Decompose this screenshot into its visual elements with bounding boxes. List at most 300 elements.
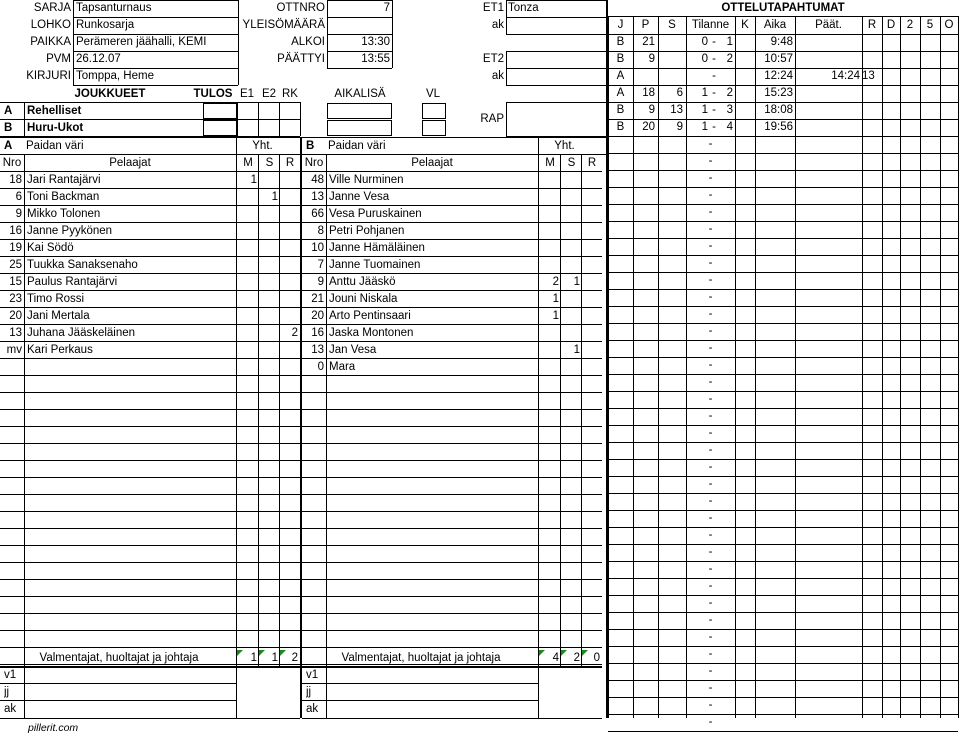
grid-line: [608, 306, 958, 307]
grid-line: [0, 664, 300, 665]
grid-line: [302, 188, 602, 189]
player-name[interactable]: Toni Backman: [27, 191, 100, 203]
roster-b-letter: B: [306, 140, 315, 152]
player-s: [259, 325, 278, 341]
player-nro: 15: [9, 276, 22, 288]
player-m: [237, 206, 257, 222]
event-r[interactable]: [862, 34, 880, 50]
player-r: [280, 223, 298, 239]
grid-line: [73, 0, 74, 85]
event-p[interactable]: [633, 68, 655, 84]
value-alkoi[interactable]: 13:30: [361, 36, 390, 48]
player-r: [280, 240, 298, 256]
grid-line: [608, 68, 958, 69]
event-dash: -: [708, 461, 713, 473]
event-dash: -: [708, 376, 713, 388]
player-m: [237, 291, 257, 307]
event-j[interactable]: A: [616, 87, 625, 99]
events-header-R: R: [867, 19, 877, 31]
grid-line: [506, 17, 607, 18]
grid-line: [236, 649, 237, 718]
grid-line: [302, 647, 602, 648]
grid-line: [73, 51, 238, 52]
col-r: R: [285, 157, 295, 169]
grid-line: [735, 16, 736, 718]
grid-line: [302, 239, 602, 240]
grid-line: [608, 221, 958, 222]
grid-line: [608, 255, 958, 256]
player-name[interactable]: Juhana Jääskeläinen: [27, 327, 136, 339]
event-score-b[interactable]: 1: [726, 36, 733, 48]
player-r: [582, 189, 600, 205]
grid-line: [302, 613, 602, 614]
player-name[interactable]: Petri Pohjanen: [329, 225, 405, 237]
events-header-J: J: [617, 19, 624, 31]
event-dash: -: [708, 631, 713, 643]
col-s: S: [567, 157, 576, 169]
grid-line: [560, 154, 561, 666]
grid-line: [0, 562, 300, 563]
col-m: M: [243, 157, 253, 169]
grid-line: [608, 459, 958, 460]
events-title: OTTELUTAPAHTUMAT: [721, 2, 845, 14]
grid-line: [608, 476, 958, 477]
header-e1: E1: [239, 88, 255, 100]
grid-line: [581, 154, 582, 666]
cell-comment-marker: [280, 650, 286, 656]
event-dash: -: [708, 665, 713, 677]
player-name[interactable]: Jan Vesa: [329, 344, 377, 356]
player-m: [539, 342, 559, 358]
event-s[interactable]: 6: [676, 87, 683, 99]
player-s: [561, 240, 580, 256]
grid-line: [302, 375, 602, 376]
player-r: [582, 291, 600, 307]
event-score-a[interactable]: 1: [701, 121, 708, 133]
label-paattyi: PÄÄTTYI: [277, 53, 325, 65]
grid-line: [608, 663, 958, 664]
team-a-letter: A: [4, 105, 13, 117]
grid-line: [327, 34, 392, 35]
grid-line: [608, 578, 958, 579]
event-p[interactable]: 20: [642, 121, 655, 133]
event-dash: -: [708, 512, 713, 524]
grid-line: [302, 409, 602, 410]
player-m: [237, 240, 257, 256]
event-dash: -: [708, 155, 713, 167]
player-name[interactable]: Jaska Montonen: [329, 327, 414, 339]
header-joukkueet: JOUKKUEET: [74, 88, 146, 100]
player-s: [561, 189, 580, 205]
grid-line: [302, 324, 602, 325]
grid-line: [0, 119, 300, 120]
grid-line: [302, 443, 602, 444]
grid-line: [0, 528, 300, 529]
event-r[interactable]: [862, 119, 880, 135]
player-r: [280, 172, 298, 188]
player-name[interactable]: Mara: [329, 361, 356, 373]
player-nro: 13: [9, 327, 22, 339]
grid-line: [90, 137, 236, 138]
player-r: [280, 189, 298, 205]
value-kirjuri[interactable]: Tomppa, Heme: [76, 70, 154, 82]
score-a-input[interactable]: [203, 103, 237, 119]
header-tulos: TULOS: [193, 88, 233, 100]
event-dash: -: [708, 716, 713, 728]
event-r[interactable]: 13: [862, 70, 875, 82]
value-ottnro[interactable]: 7: [383, 2, 390, 14]
event-score-a[interactable]: 1: [701, 87, 708, 99]
event-dash: -: [708, 308, 713, 320]
value-pvm[interactable]: 26.12.07: [76, 53, 121, 65]
player-s: [561, 359, 580, 375]
event-dash: -: [708, 223, 713, 235]
staff-row-label: v1: [306, 669, 319, 681]
event-s[interactable]: [658, 34, 683, 50]
event-score-a[interactable]: [686, 68, 708, 84]
events-header-P: P: [641, 19, 650, 31]
col-r: R: [587, 157, 597, 169]
event-j[interactable]: B: [616, 121, 625, 133]
grid-line: [608, 16, 609, 718]
grid-line: [506, 102, 507, 136]
label-yleiso: YLEISÖMÄÄRÄ: [242, 19, 325, 31]
player-m: [237, 257, 257, 273]
grid-line: [24, 154, 25, 718]
event-time[interactable]: 18:08: [764, 104, 793, 116]
player-s: [259, 308, 278, 324]
player-name[interactable]: Mikko Tolonen: [27, 208, 101, 220]
player-name[interactable]: Paulus Rantajärvi: [27, 276, 118, 288]
grid-line: [302, 205, 602, 206]
grid-line: [608, 187, 958, 188]
event-j[interactable]: B: [616, 53, 625, 65]
player-r: [582, 172, 600, 188]
grid-line: [236, 137, 237, 666]
player-m: [237, 308, 257, 324]
value-lohko[interactable]: Runkosarja: [76, 19, 135, 31]
total-m: 1: [250, 652, 257, 664]
player-m: [539, 189, 559, 205]
event-dash: -: [708, 410, 713, 422]
player-s: [259, 257, 278, 273]
event-p[interactable]: 18: [642, 87, 655, 99]
grid-line: [302, 596, 602, 597]
event-j[interactable]: B: [616, 104, 625, 116]
player-name[interactable]: Vesa Puruskainen: [329, 208, 422, 220]
grid-line: [300, 102, 301, 136]
event-s[interactable]: [658, 68, 683, 84]
event-p[interactable]: 21: [642, 36, 655, 48]
player-name[interactable]: Janne Tuomainen: [329, 259, 421, 271]
player-nro: 19: [9, 242, 22, 254]
col-nro: Nro: [2, 157, 22, 169]
total-r: 0: [593, 652, 600, 664]
player-s: [259, 223, 278, 239]
player-name[interactable]: Timo Rossi: [27, 293, 85, 305]
grid-line: [608, 357, 958, 358]
grid-line: [608, 85, 958, 86]
label-yht: Yht.: [554, 140, 575, 152]
grid-line: [327, 0, 392, 1]
player-m: [237, 342, 257, 358]
header-e2: E2: [261, 88, 277, 100]
player-r: [582, 223, 600, 239]
player-name[interactable]: Janne Hämäläinen: [329, 242, 425, 254]
player-name[interactable]: Jani Mertala: [27, 310, 90, 322]
event-penalty-end[interactable]: [795, 119, 860, 135]
player-name[interactable]: Ville Nurminen: [329, 174, 404, 186]
grid-line: [302, 477, 602, 478]
grid-line: [0, 460, 300, 461]
grid-line: [302, 700, 538, 701]
grid-line: [300, 137, 302, 718]
player-name[interactable]: Tuukka Sanaksenaho: [27, 259, 138, 271]
total-s: 2: [573, 652, 580, 664]
grid-line: [940, 16, 941, 718]
player-name[interactable]: Jouni Niskala: [329, 293, 398, 305]
player-m: [237, 189, 257, 205]
total-r: 2: [291, 652, 298, 664]
team-a-name[interactable]: Rehelliset: [27, 105, 82, 117]
grid-line: [73, 34, 238, 35]
event-dash: -: [712, 104, 716, 116]
player-m: [237, 274, 257, 290]
footer-credit: pillerit.com: [28, 722, 79, 734]
event-score-a[interactable]: 0: [701, 53, 708, 65]
grid-line: [0, 700, 236, 701]
player-r: [280, 206, 298, 222]
grid-line: [0, 307, 300, 308]
player-m: [539, 257, 559, 273]
grid-line: [0, 256, 300, 257]
grid-line: [608, 493, 958, 494]
col-s: S: [265, 157, 274, 169]
player-nro: 66: [311, 208, 324, 220]
grid-line: [608, 442, 958, 443]
player-s: [561, 172, 580, 188]
grid-line: [506, 102, 607, 103]
event-score-b[interactable]: [719, 68, 733, 84]
event-j[interactable]: A: [616, 70, 625, 82]
event-r[interactable]: [862, 102, 880, 118]
grid-line: [608, 340, 958, 341]
value-paikka[interactable]: Perämeren jäähalli, KEMI: [76, 36, 207, 48]
grid-line: [0, 477, 300, 478]
player-name[interactable]: Janne Pyykönen: [27, 225, 113, 237]
vl-b-input[interactable]: [422, 120, 446, 136]
event-time[interactable]: 19:56: [764, 121, 793, 133]
grid-line: [608, 680, 958, 681]
event-j[interactable]: B: [616, 36, 625, 48]
event-score-b[interactable]: 4: [726, 121, 733, 133]
event-dash: -: [712, 121, 716, 133]
grid-line: [608, 697, 958, 698]
timeout-a-input[interactable]: [327, 103, 392, 119]
event-dash: -: [708, 648, 713, 660]
player-r: 2: [291, 327, 298, 339]
player-name[interactable]: Janne Vesa: [329, 191, 390, 203]
grid-line: [0, 290, 300, 291]
grid-line: [0, 375, 300, 376]
grid-line: [920, 16, 921, 718]
events-header-5: 5: [926, 19, 934, 31]
value-yleiso[interactable]: [330, 17, 390, 33]
player-name[interactable]: Anttu Jääskö: [329, 276, 396, 288]
player-nro: 0: [317, 361, 324, 373]
label-paidan-vari: Paidan väri: [26, 140, 84, 152]
event-p[interactable]: 9: [648, 104, 655, 116]
event-s[interactable]: 13: [670, 104, 683, 116]
grid-line: [633, 16, 634, 718]
grid-line: [608, 510, 958, 511]
grid-line: [302, 426, 602, 427]
event-dash: -: [708, 172, 713, 184]
grid-line: [608, 595, 958, 596]
grid-line: [73, 68, 238, 69]
grid-line: [0, 392, 300, 393]
player-name[interactable]: Arto Pentinsaari: [329, 310, 411, 322]
team-b-name[interactable]: Huru-Ukot: [27, 122, 84, 134]
label-pvm: PVM: [46, 53, 71, 65]
col-nro: Nro: [304, 157, 324, 169]
player-r: [582, 325, 600, 341]
player-s: [259, 240, 278, 256]
event-score-b[interactable]: 2: [726, 87, 733, 99]
grid-line: [608, 544, 958, 545]
player-nro: 10: [311, 242, 324, 254]
player-r: [582, 206, 600, 222]
event-r[interactable]: [862, 51, 880, 67]
player-nro: 21: [311, 293, 324, 305]
grid-line: [302, 579, 602, 580]
event-penalty-end[interactable]: [795, 85, 860, 101]
player-s: [561, 223, 580, 239]
event-s[interactable]: 9: [676, 121, 683, 133]
label-ottnro: OTTNRO: [276, 2, 325, 14]
cell-comment-marker: [259, 650, 265, 656]
total-m: 4: [552, 652, 559, 664]
grid-line: [0, 579, 300, 580]
player-m: 1: [250, 174, 257, 186]
player-s: [561, 325, 580, 341]
event-dash: -: [708, 546, 713, 558]
event-score-b[interactable]: 2: [726, 53, 733, 65]
grid-line: [862, 16, 863, 718]
grid-line: [608, 119, 958, 120]
cell-comment-marker: [539, 650, 545, 656]
player-nro: 23: [9, 293, 22, 305]
event-p[interactable]: 9: [648, 53, 655, 65]
player-m: [237, 223, 257, 239]
event-penalty-end[interactable]: 14:24: [831, 70, 860, 82]
event-penalty-end[interactable]: [795, 51, 860, 67]
vl-a-input[interactable]: [422, 103, 446, 119]
staff-row-label: ak: [306, 703, 319, 715]
grid-line: [238, 0, 239, 85]
header-rk: RK: [282, 88, 298, 100]
event-time[interactable]: 15:23: [764, 87, 793, 99]
grid-line: [0, 494, 300, 495]
label-lohko: LOHKO: [30, 19, 71, 31]
event-time[interactable]: 10:57: [764, 53, 793, 65]
grid-line: [608, 408, 958, 409]
label-ak1: ak: [491, 19, 504, 31]
grid-line: [90, 154, 236, 155]
player-s: [561, 291, 580, 307]
player-m: [539, 240, 559, 256]
event-dash: -: [708, 138, 713, 150]
event-dash: -: [708, 444, 713, 456]
score-b-input[interactable]: [203, 120, 237, 136]
label-et1: ET1: [482, 2, 504, 14]
event-r[interactable]: [862, 85, 880, 101]
events-header-S: S: [668, 19, 676, 31]
grid-line: [608, 153, 958, 154]
event-penalty-end[interactable]: [795, 102, 860, 118]
player-name[interactable]: Kari Perkaus: [27, 344, 93, 356]
grid-line: [237, 102, 238, 136]
event-score-b[interactable]: 3: [726, 104, 733, 116]
events-header-Aika: Aika: [763, 19, 787, 31]
event-score-a[interactable]: 1: [701, 104, 708, 116]
grid-line: [538, 137, 539, 666]
grid-line: [608, 425, 958, 426]
player-s: [561, 206, 580, 222]
grid-line: [608, 136, 958, 137]
player-s: 1: [271, 191, 278, 203]
grid-line: [327, 68, 392, 69]
player-r: [280, 257, 298, 273]
event-dash: -: [708, 563, 713, 575]
grid-line: [302, 683, 538, 684]
grid-line: [0, 358, 300, 359]
grid-line: [608, 238, 958, 239]
player-nro: 8: [317, 225, 324, 237]
grid-line: [900, 16, 901, 718]
event-penalty-end[interactable]: [795, 34, 860, 50]
timeout-b-input[interactable]: [327, 120, 392, 136]
player-nro: 9: [317, 276, 324, 288]
player-m: 1: [552, 310, 559, 322]
value-et1[interactable]: Tonza: [508, 2, 539, 14]
grid-line: [302, 222, 602, 223]
event-dash: -: [708, 359, 713, 371]
grid-line: [0, 426, 300, 427]
grid-line: [608, 204, 958, 205]
player-name[interactable]: Jari Rantajärvi: [27, 174, 101, 186]
player-name[interactable]: Kai Södö: [27, 242, 74, 254]
player-m: [539, 359, 559, 375]
grid-line: [538, 649, 539, 718]
event-time[interactable]: 12:24: [764, 70, 793, 82]
header-vl: VL: [425, 88, 441, 100]
event-dash: -: [712, 53, 716, 65]
value-paattyi[interactable]: 13:55: [361, 53, 390, 65]
grid-line: [608, 646, 958, 647]
label-kirjuri: KIRJURI: [26, 70, 71, 82]
event-time[interactable]: 9:48: [770, 36, 793, 48]
event-score-a[interactable]: 0: [701, 36, 708, 48]
event-s[interactable]: [658, 51, 683, 67]
grid-line: [0, 102, 300, 103]
player-nro: 9: [15, 208, 22, 220]
event-dash: -: [712, 70, 716, 82]
grid-line: [658, 16, 659, 718]
player-m: [237, 325, 257, 341]
value-sarja[interactable]: Tapsanturnaus: [76, 2, 152, 14]
grid-line: [302, 358, 602, 359]
